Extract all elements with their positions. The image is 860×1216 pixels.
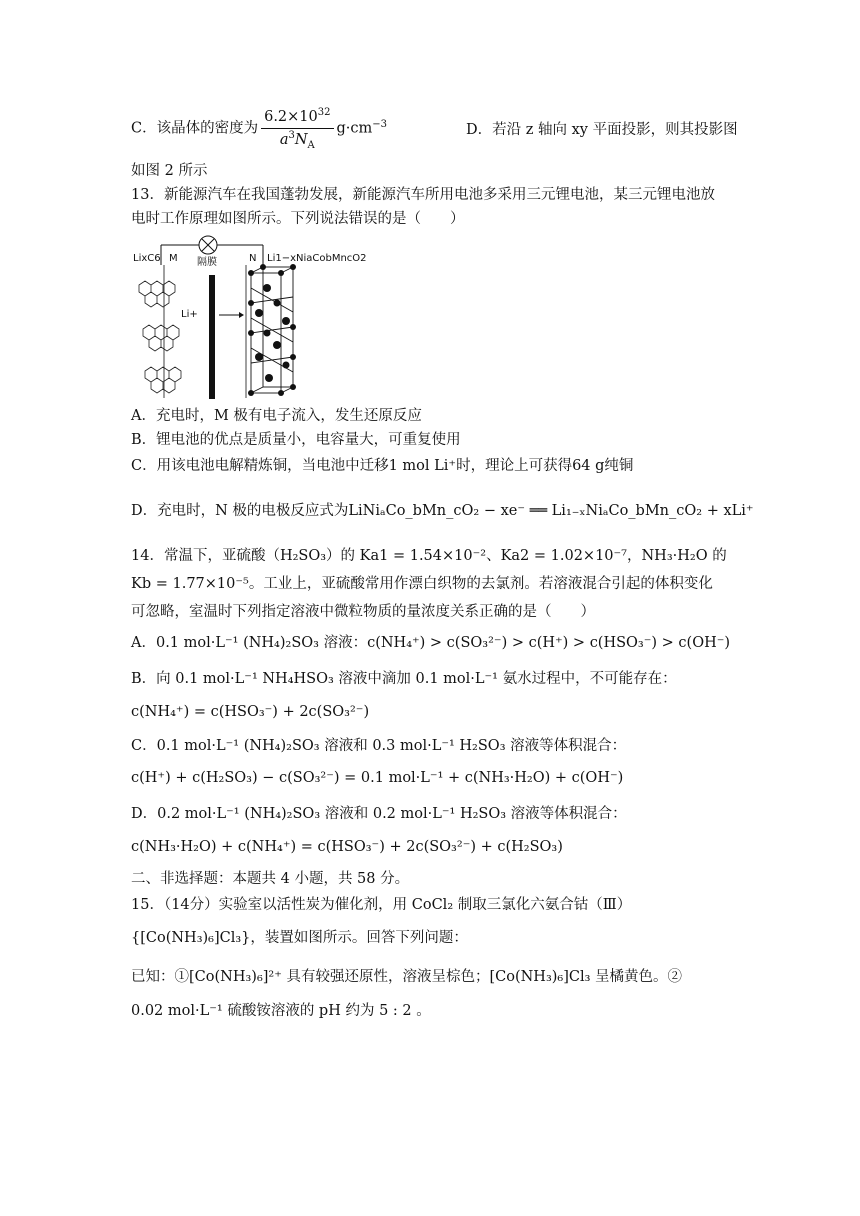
q14-option-d-line2: c(NH₃·H₂O) + c(NH₄⁺) = c(HSO₃⁻) + 2c(SO₃²⁻) + c(H₂SO₃) [131,839,563,855]
left-electrode-formula: LixC6 [133,253,161,264]
battery-diagram [131,233,371,403]
li-ion-arrow-icon [219,312,244,318]
q13-option-d: D．充电时，N 极的电极反应式为LiNiₐCo_bMn_cO₂ − xe⁻ ══ Li₁₋ₓNiₐCo_bMn_cO₂ + xLi⁺ [131,503,754,519]
separator-label: 隔膜 [197,257,217,268]
q13-option-c: C．用该电池电解精炼铜，当电池中迁移1 mol Li⁺时，理论上可获得64 g纯铜 [131,458,634,474]
q12-c-prefix: C．该晶体的密度为 [131,120,259,137]
frac-den-sub: A [307,140,315,152]
frac-den-a: a [279,132,289,149]
q12-option-d-cont: 如图 2 所示 [131,163,208,179]
q14-option-c-line1: C．0.1 mol·L⁻¹ (NH₄)₂SO₃ 溶液和 0.3 mol·L⁻¹ H₂SO₃ 溶液等体积混合： [131,738,627,754]
li-ion-label: Li+ [181,309,198,320]
q12-option-c [131,107,388,152]
separator-membrane [209,275,215,399]
q14-option-b-line2: c(NH₄⁺) = c(HSO₃⁻) + 2c(SO₃²⁻) [131,704,370,720]
q14-option-b-line1: B．向 0.1 mol·L⁻¹ NH₄HSO₃ 溶液中滴加 0.1 mol·L⁻¹ 氨水过程中，不可能存在： [131,671,677,687]
q14-option-c-line2: c(H⁺) + c(H₂SO₃) − c(SO₃²⁻) = 0.1 mol·L⁻¹ + c(NH₃·H₂O) + c(OH⁻) [131,770,624,786]
frac-numerator: 6.2×10 [264,109,318,125]
q13-stem-line1: 13．新能源汽车在我国蓬勃发展，新能源汽车所用电池多采用三元锂电池，某三元锂电池放 [131,187,715,203]
q15-line2: {[Co(NH₃)₆]Cl₃}，装置如图所示。回答下列问题： [131,930,468,946]
frac-den-n: N [294,132,308,149]
frac-den-exp: 3 [288,130,295,142]
q15-known-line1: 已知：①[Co(NH₃)₆]²⁺ 具有较强还原性，溶液呈棕色；[Co(NH₃)₆]Cl₃ 呈橘黄色。② [131,969,683,985]
layered-oxide-lattice [251,267,293,393]
q14-stem-line2: Kb = 1.77×10⁻⁵。工业上，亚硫酸常用作漂白织物的去氯剂。若溶液混合引起的体积变化 [131,576,713,592]
frac-numerator-exp: 32 [317,107,331,119]
section-heading: 二、非选择题：本题共 4 小题，共 58 分。 [131,871,410,887]
q13-stem-line2: 电时工作原理如图所示。下列说法错误的是（ ） [131,211,465,227]
q15-known-line2: 0.02 mol·L⁻¹ 硫酸铵溶液的 pH 约为 5 : 2 。 [131,1003,431,1019]
m-electrode-label: M [169,253,178,264]
density-unit-exp: −3 [372,118,388,130]
density-unit: g·cm [336,120,373,137]
q14-option-d-line1: D．0.2 mol·L⁻¹ (NH₄)₂SO₃ 溶液和 0.2 mol·L⁻¹ H₂SO₃ 溶液等体积混合： [131,806,627,822]
right-electrode-formula: Li1−xNiaCobMncO2 [267,253,367,264]
q13-option-b: B．锂电池的优点是质量小，电容量大，可重复使用 [131,432,461,448]
q13-option-a: A．充电时，M 极有电子流入，发生还原反应 [131,408,422,424]
density-fraction [261,107,333,152]
q14-stem-line1: 14．常温下，亚硫酸（H₂SO₃）的 Ka1 = 1.54×10⁻²、Ka2 = 1.02×10⁻⁷，NH₃·H₂O 的 [131,548,727,564]
q14-stem-line3: 可忽略，室温时下列指定溶液中微粒物质的量浓度关系正确的是（ ） [131,604,595,620]
q15-line1: 15．（14分）实验室以活性炭为催化剂，用 CoCl₂ 制取三氯化六氨合钴（Ⅲ） [131,897,632,913]
lamp-icon [199,236,217,254]
n-electrode-label: N [249,253,257,264]
q14-option-a: A．0.1 mol·L⁻¹ (NH₄)₂SO₃ 溶液：c(NH₄⁺) > c(SO₃²⁻) > c(H⁺) > c(HSO₃⁻) > c(OH⁻) [131,635,731,651]
q12-option-d: D．若沿 z 轴向 xy 平面投影，则其投影图 [466,122,738,138]
graphene-layers [139,281,181,393]
